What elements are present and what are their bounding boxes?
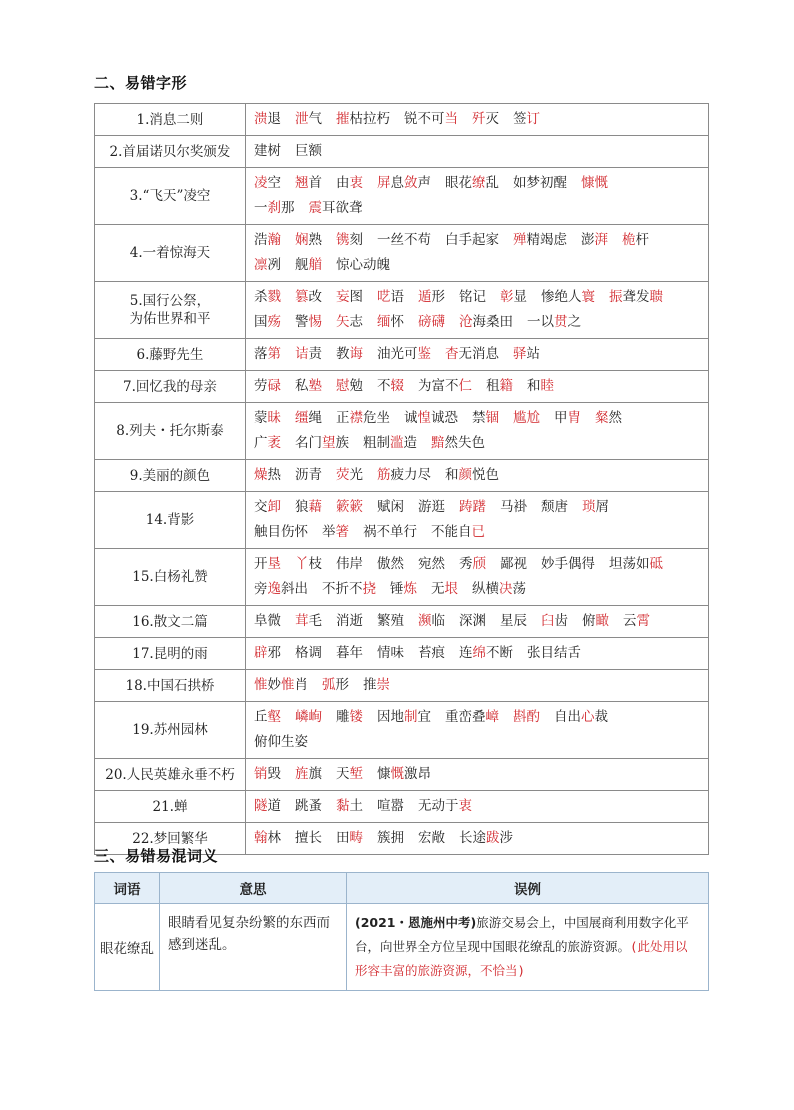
word: 茸毛 — [295, 613, 322, 629]
word: 缅怀 — [377, 314, 404, 330]
word-line — [254, 228, 702, 253]
word: 甲胄 — [554, 410, 581, 426]
word: 铭记 — [459, 289, 486, 305]
word: 慰勉 — [336, 378, 363, 394]
word: 颓唐 — [541, 499, 568, 515]
word-line — [254, 342, 702, 367]
word: 宏敞 — [418, 830, 445, 846]
word-line — [254, 552, 702, 577]
header-term: 词语 — [95, 873, 160, 904]
word: 慷慨 — [581, 175, 608, 191]
vocab-term: 眼花缭乱 — [95, 904, 160, 991]
word: 桅杆 — [622, 232, 649, 248]
lesson-words — [246, 460, 709, 492]
lesson-name: 1.消息二则 — [95, 104, 246, 136]
word: 国殇 — [254, 314, 281, 330]
word: 签订 — [513, 111, 540, 127]
word: 傲然 — [377, 556, 404, 572]
word: 一丝不苟 — [377, 232, 431, 248]
word: 簌簌 — [336, 499, 363, 515]
word: 一以贯之 — [527, 314, 581, 330]
word: 警惕 — [295, 314, 322, 330]
lesson-words — [246, 492, 709, 549]
lesson-words — [246, 823, 709, 855]
word: 簇拥 — [377, 830, 404, 846]
word: 筋疲力尽 — [377, 467, 431, 483]
lesson-name: 5.国行公祭， 为佑世界和平 — [95, 282, 246, 339]
word: 长途跋涉 — [459, 830, 513, 846]
word-line — [254, 520, 702, 545]
word: 田畴 — [336, 830, 363, 846]
word: 嶙峋 — [295, 709, 322, 725]
word: 正襟危坐 — [336, 410, 390, 426]
word: 不折不挠 — [322, 581, 376, 597]
word: 落第 — [254, 346, 281, 362]
word: 由衷 — [336, 175, 363, 191]
word: 篡改 — [295, 289, 322, 305]
word: 秀颀 — [459, 556, 486, 572]
word: 不辍 — [377, 378, 404, 394]
word: 鄙视 — [500, 556, 527, 572]
word: 歼灭 — [472, 111, 499, 127]
word: 旁逸斜出 — [254, 581, 308, 597]
lesson-name: 19.苏州园林 — [95, 702, 246, 759]
word: 擅长 — [295, 830, 322, 846]
lesson-words — [246, 225, 709, 282]
word-line — [254, 609, 702, 634]
word: 斟酌 — [513, 709, 540, 725]
word: 粗制滥造 — [363, 435, 417, 451]
word: 杀戮 — [254, 289, 281, 305]
word-line — [254, 577, 702, 602]
word: 推崇 — [363, 677, 390, 693]
word: 祸不单行 — [363, 524, 417, 540]
word-line — [254, 463, 702, 488]
vocab-meaning: 眼睛看见复杂纷繁的东西而感到迷乱。 — [160, 904, 347, 991]
header-meaning: 意思 — [160, 873, 347, 904]
word: 辟邪 — [254, 645, 281, 661]
lesson-row — [95, 403, 709, 460]
lesson-words — [246, 371, 709, 403]
word: 殚精竭虑 — [513, 232, 567, 248]
word: 雕镂 — [336, 709, 363, 725]
word-line — [254, 730, 702, 755]
word: 蒙昧 — [254, 410, 281, 426]
word: 振聋发聩 — [609, 289, 663, 305]
lesson-words — [246, 670, 709, 702]
lesson-row — [95, 492, 709, 549]
word: 弧形 — [322, 677, 349, 693]
word: 无垠 — [431, 581, 458, 597]
word: 慷慨激昂 — [377, 766, 431, 782]
word: 妄图 — [336, 289, 363, 305]
word: 黏土 — [336, 798, 363, 814]
word: 泄气 — [295, 111, 322, 127]
word: 租籍 — [486, 378, 513, 394]
lesson-row — [95, 638, 709, 670]
lesson-row — [95, 791, 709, 823]
word: 连绵不断 — [459, 645, 513, 661]
word: 深渊 — [459, 613, 486, 629]
word: 震耳欲聋 — [308, 200, 363, 216]
word: 彰显 — [500, 289, 527, 305]
word: 游逛 — [418, 499, 445, 515]
word: 自出心裁 — [554, 709, 608, 725]
lesson-name: 2.首届诺贝尔奖颁发 — [95, 136, 246, 168]
word: 马褂 — [500, 499, 527, 515]
word: 尴尬 — [513, 410, 540, 426]
lesson-words — [246, 136, 709, 168]
word: 遁形 — [418, 289, 445, 305]
word: 缰绳 — [295, 410, 322, 426]
word: 一刹那 — [254, 200, 295, 216]
lesson-words — [246, 606, 709, 638]
word: 呓语 — [377, 289, 404, 305]
word-line — [254, 107, 702, 132]
word: 浩瀚 — [254, 232, 281, 248]
lesson-name: 9.美丽的颜色 — [95, 460, 246, 492]
lesson-row — [95, 136, 709, 168]
word: 交卸 — [254, 499, 281, 515]
word: 矢志 — [336, 314, 363, 330]
lesson-row — [95, 282, 709, 339]
word-line — [254, 673, 702, 698]
word: 宛然 — [418, 556, 445, 572]
typo-table-body — [95, 104, 709, 855]
lesson-row — [95, 549, 709, 606]
lesson-name: 16.散文二篇 — [95, 606, 246, 638]
word: 丫枝 — [295, 556, 322, 572]
lesson-name: 21.蝉 — [95, 791, 246, 823]
word-line — [254, 406, 702, 431]
lesson-row — [95, 670, 709, 702]
word: 妙手偶得 — [541, 556, 595, 572]
lesson-name: 3.“飞天”凌空 — [95, 168, 246, 225]
lesson-name: 14.背影 — [95, 492, 246, 549]
lesson-words — [246, 549, 709, 606]
example-text: 旅游交易会上，中国展商利用数字化平台，向世界全方位呈现中国眼花缭乱的旅游资源。 — [355, 915, 689, 954]
header-example: 误例 — [347, 873, 709, 904]
word: 溃退 — [254, 111, 281, 127]
word: 澎湃 — [581, 232, 608, 248]
word: 燥热 — [254, 467, 281, 483]
word: 濒临 — [418, 613, 445, 629]
word: 锤炼 — [390, 581, 417, 597]
word: 惨绝人寰 — [541, 289, 595, 305]
word: 坦荡如砥 — [609, 556, 663, 572]
word: 为富不仁 — [418, 378, 472, 394]
word: 销毁 — [254, 766, 281, 782]
word: 凛冽 — [254, 257, 281, 273]
lesson-row — [95, 702, 709, 759]
lesson-row — [95, 460, 709, 492]
word: 踌躇 — [459, 499, 486, 515]
example-source: (2021・恩施州中考) — [355, 915, 477, 930]
word: 和颜悦色 — [445, 467, 499, 483]
word: 惊心动魄 — [336, 257, 390, 273]
word: 杳无消息 — [445, 346, 499, 362]
word-line — [254, 762, 702, 787]
lesson-name: 4.一着惊海天 — [95, 225, 246, 282]
word: 舰艏 — [295, 257, 322, 273]
word: 狼藉 — [295, 499, 322, 515]
word: 和睦 — [527, 378, 554, 394]
lesson-words — [246, 759, 709, 791]
lesson-name: 20.人民英雄永垂不朽 — [95, 759, 246, 791]
word: 眼花缭乱 — [445, 175, 499, 191]
word-line — [254, 171, 702, 196]
word: 巨额 — [295, 143, 322, 159]
lesson-words — [246, 702, 709, 759]
vocab-example-cell — [347, 904, 709, 991]
word: 格调 — [295, 645, 322, 661]
word: 驿站 — [513, 346, 540, 362]
word-line — [254, 196, 702, 221]
lesson-row — [95, 104, 709, 136]
word-line — [254, 139, 702, 164]
word-line — [254, 285, 702, 310]
word-line — [254, 374, 702, 399]
word: 名门望族 — [295, 435, 349, 451]
word: 如梦初醒 — [513, 175, 567, 191]
vocab-header-row — [95, 873, 709, 904]
lesson-row — [95, 168, 709, 225]
word: 沧海桑田 — [459, 314, 513, 330]
word: 油光可鉴 — [377, 346, 431, 362]
word: 凌空 — [254, 175, 281, 191]
word: 纵横决荡 — [472, 581, 526, 597]
word: 禁锢 — [472, 410, 499, 426]
word: 惟妙惟肖 — [254, 677, 308, 693]
vocab-row — [95, 904, 709, 991]
word: 重峦叠嶂 — [445, 709, 499, 725]
word: 丘壑 — [254, 709, 281, 725]
word: 苔痕 — [418, 645, 445, 661]
word-line — [254, 794, 702, 819]
word: 诚惶诚恐 — [404, 410, 458, 426]
lesson-name: 6.藤野先生 — [95, 339, 246, 371]
word-line — [254, 641, 702, 666]
word: 黯然失色 — [431, 435, 485, 451]
word: 繁殖 — [377, 613, 404, 629]
word: 广袤 — [254, 435, 281, 451]
word: 荧光 — [336, 467, 363, 483]
lesson-words — [246, 339, 709, 371]
word: 暮年 — [336, 645, 363, 661]
word: 劳碌 — [254, 378, 281, 394]
word: 磅礴 — [418, 314, 445, 330]
word: 旌旗 — [295, 766, 322, 782]
typo-characters-table — [94, 103, 709, 855]
word: 伟岸 — [336, 556, 363, 572]
word: 翘首 — [295, 175, 322, 191]
lesson-words — [246, 104, 709, 136]
word: 不能自已 — [431, 524, 485, 540]
word: 教诲 — [336, 346, 363, 362]
word: 沥青 — [295, 467, 322, 483]
vocab-table — [94, 872, 709, 991]
lesson-words — [246, 791, 709, 823]
word: 阜微 — [254, 613, 281, 629]
word: 天堑 — [336, 766, 363, 782]
word: 诘责 — [295, 346, 322, 362]
word-line — [254, 495, 702, 520]
word: 赋闲 — [377, 499, 404, 515]
word: 俯瞰 — [582, 613, 609, 629]
word: 摧枯拉朽 — [336, 111, 390, 127]
lesson-row — [95, 759, 709, 791]
word-line — [254, 826, 702, 851]
word: 粲然 — [595, 410, 622, 426]
lesson-name: 7.回忆我的母亲 — [95, 371, 246, 403]
lesson-name: 18.中国石拱桥 — [95, 670, 246, 702]
word: 白手起家 — [445, 232, 499, 248]
lesson-row — [95, 371, 709, 403]
word-line — [254, 253, 702, 278]
section-title-typos: 二、易错字形 — [94, 74, 188, 92]
word: 跳蚤 — [295, 798, 322, 814]
word: 臼齿 — [541, 613, 568, 629]
word-line — [254, 310, 702, 335]
lesson-name: 22.梦回繁华 — [95, 823, 246, 855]
lesson-name: 15.白杨礼赞 — [95, 549, 246, 606]
example-note: (此处用以形容丰富的旅游资源，不恰当) — [355, 939, 688, 978]
word: 喧嚣 — [377, 798, 404, 814]
word: 消逝 — [336, 613, 363, 629]
word: 娴熟 — [295, 232, 322, 248]
word: 情味 — [377, 645, 404, 661]
word: 开垦 — [254, 556, 281, 572]
word: 云霄 — [623, 613, 650, 629]
word: 无动于衷 — [418, 798, 472, 814]
lesson-words — [246, 638, 709, 670]
word: 锐不可当 — [404, 111, 458, 127]
lesson-row — [95, 606, 709, 638]
word: 举箸 — [322, 524, 349, 540]
lesson-words — [246, 403, 709, 460]
word: 星辰 — [500, 613, 527, 629]
lesson-row — [95, 339, 709, 371]
lesson-name: 8.列夫・托尔斯泰 — [95, 403, 246, 460]
word: 触目伤怀 — [254, 524, 308, 540]
word: 屏息敛声 — [377, 175, 431, 191]
word: 私塾 — [295, 378, 322, 394]
lesson-words — [246, 282, 709, 339]
word: 因地制宜 — [377, 709, 431, 725]
word: 琐屑 — [582, 499, 609, 515]
word: 张目结舌 — [527, 645, 581, 661]
lesson-words — [246, 168, 709, 225]
word: 翰林 — [254, 830, 281, 846]
word: 隧道 — [254, 798, 281, 814]
lesson-name: 17.昆明的雨 — [95, 638, 246, 670]
word-line — [254, 705, 702, 730]
section-title-vocab: 三、易错易混词义 — [94, 847, 219, 865]
word: 建树 — [254, 143, 281, 159]
lesson-row — [95, 225, 709, 282]
word-line — [254, 431, 702, 456]
word: 俯仰生姿 — [254, 734, 308, 750]
word: 镌刻 — [336, 232, 363, 248]
